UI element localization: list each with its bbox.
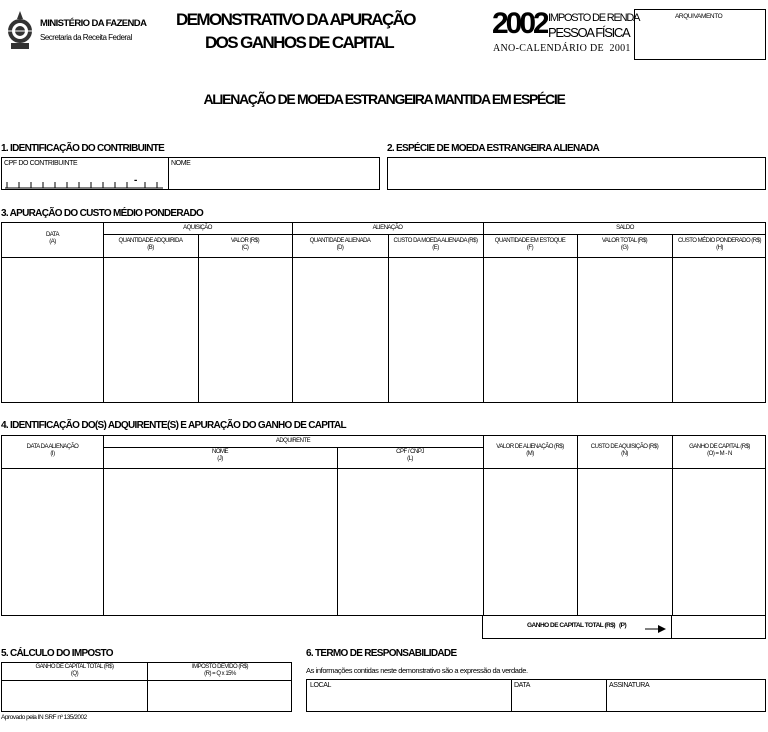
form-year: 2002 — [492, 7, 547, 40]
nome-label: NOME — [171, 160, 191, 167]
assinatura-field[interactable] — [607, 692, 765, 711]
quantidade-adquirida-column-field[interactable] — [104, 258, 197, 402]
col-code: (A) — [49, 238, 56, 245]
col-header-valor-total — [577, 238, 672, 252]
nome-field[interactable] — [170, 170, 377, 187]
col-code: (D) — [336, 244, 344, 251]
col-label: DATA DA ALIENAÇÃO — [26, 444, 79, 450]
col-header-data — [2, 232, 103, 246]
quantidade-alienada-column-field[interactable] — [293, 258, 387, 402]
assinatura-label: ASSINATURA — [609, 682, 650, 689]
col-header-custo-moeda-alienada — [388, 238, 483, 252]
col-header-ganho-capital — [672, 444, 767, 458]
col-label: VALOR DE ALIENAÇÃO (R$) — [496, 444, 564, 450]
cpf-field[interactable] — [5, 174, 165, 189]
capital-gain-total-label: GANHO DE CAPITAL TOTAL (R$) (P) — [527, 622, 627, 629]
col-label: CUSTO DE AQUISIÇÃO (R$) — [590, 444, 659, 450]
signature-table — [306, 679, 766, 712]
col-code: (H) — [716, 244, 723, 251]
coat-of-arms-icon — [6, 9, 34, 53]
data-label: DATA — [514, 682, 531, 689]
col-code: (M) — [526, 450, 534, 457]
group-adquirente: ADQUIRENTE — [275, 438, 311, 444]
weighted-average-cost-table — [1, 222, 766, 403]
col-header-custo-aquisicao — [577, 444, 672, 458]
section1-title: 1. IDENTIFICAÇÃO DO CONTRIBUINTE — [1, 143, 165, 154]
col-code: (G) — [620, 244, 629, 251]
col-code: (B) — [147, 244, 154, 251]
col-label: DATA — [45, 232, 60, 238]
data-column-field[interactable] — [3, 258, 102, 402]
col-label: QUANTIDADE ADQUIRIDA — [118, 238, 183, 244]
col-label: CPF / CNPJ — [396, 449, 424, 455]
col-header-ganho-total — [2, 664, 147, 678]
arrow-right-icon — [645, 621, 667, 631]
valor-column-field[interactable] — [199, 258, 291, 402]
section6-title: 6. TERMO DE RESPONSABILIDADE — [306, 648, 457, 659]
cpf-dash: - — [134, 175, 138, 186]
col-header-custo-medio-ponderado — [672, 238, 767, 252]
group-alienacao: ALIENAÇÃO — [372, 225, 403, 231]
group-aquisicao: AQUISIÇÃO — [183, 225, 212, 231]
tax-label-line1: IMPOSTO DE RENDA — [548, 12, 640, 24]
local-field[interactable] — [308, 692, 510, 711]
data-alienacao-column-field[interactable] — [3, 469, 102, 615]
ganho-capital-column-field[interactable] — [673, 469, 766, 615]
calendar-year: ANO-CALENDÁRIO DE 2001 — [493, 43, 631, 54]
col-header-quantidade-estoque — [483, 238, 577, 252]
tax-calculation-table — [1, 662, 292, 712]
archive-label: ARQUIVAMENTO — [675, 13, 723, 20]
cpf-label: CPF DO CONTRIBUINTE — [4, 160, 78, 167]
data-field[interactable] — [512, 692, 605, 711]
custo-aquisicao-column-field[interactable] — [578, 469, 671, 615]
capital-gain-total-row — [482, 615, 766, 639]
secretariat-name: Secretaria da Receita Federal — [40, 33, 132, 42]
col-header-valor-alienacao — [483, 444, 577, 458]
col-code: (I) — [50, 450, 55, 457]
quantidade-estoque-column-field[interactable] — [484, 258, 576, 402]
col-label: IMPOSTO DEVIDO (R$) — [191, 664, 249, 670]
imposto-devido-field[interactable] — [148, 681, 291, 711]
col-label: GANHO DE CAPITAL (R$) — [689, 444, 750, 450]
form-title-line2: DOS GANHOS DE CAPITAL — [205, 33, 394, 52]
ganho-total-field[interactable] — [3, 681, 146, 711]
section5-title: 5. CÁLCULO DO IMPOSTO — [1, 648, 113, 659]
col-code: (J) — [217, 455, 223, 462]
col-label: VALOR (R$) — [230, 238, 260, 244]
valor-alienacao-column-field[interactable] — [484, 469, 576, 615]
section3-title: 3. APURAÇÃO DO CUSTO MÉDIO PONDERADO — [1, 208, 204, 219]
approval-note: Aprovado pela IN SRF nº 135/2002 — [1, 714, 87, 721]
form-subtitle: ALIENAÇÃO DE MOEDA ESTRANGEIRA MANTIDA EM ESPÉCIE — [203, 91, 565, 107]
capital-gain-table — [1, 435, 766, 616]
currency-species-field[interactable] — [387, 157, 766, 190]
col-header-data-alienacao — [2, 444, 103, 458]
col-label: NOME — [212, 449, 228, 455]
col-label: GANHO DE CAPITAL TOTAL (R$) — [35, 664, 114, 670]
col-code: (L) — [407, 455, 413, 462]
col-code: (R) = Q x 15% — [204, 670, 236, 677]
col-header-valor — [198, 238, 292, 252]
col-label: QUANTIDADE EM ESTOQUE — [494, 238, 566, 244]
section4-title: 4. IDENTIFICAÇÃO DO(S) ADQUIRENTE(S) E APURAÇÃO DO GANHO DE CAPITAL — [1, 420, 346, 431]
col-code: (Q) — [70, 670, 79, 677]
col-code: (N) — [621, 450, 628, 457]
ministry-name: MINISTÉRIO DA FAZENDA — [40, 18, 147, 29]
col-label: CUSTO MÉDIO PONDERADO (R$) — [678, 238, 761, 244]
custo-moeda-alienada-column-field[interactable] — [389, 258, 482, 402]
col-label: QUANTIDADE ALIENADA — [309, 238, 371, 244]
col-code: (F) — [526, 244, 534, 251]
group-saldo: SALDO — [616, 225, 634, 231]
col-label: CUSTO DA MOEDA ALIENADA (R$) — [393, 238, 478, 244]
responsibility-statement: As informações contidas neste demonstrativo são a expressão da verdade. — [306, 666, 528, 675]
col-header-quantidade-adquirida — [103, 238, 198, 252]
local-label: LOCAL — [310, 682, 331, 689]
col-label: VALOR TOTAL (R$) — [601, 238, 648, 244]
nome-adquirente-column-field[interactable] — [104, 469, 336, 615]
form-title-line1: DEMONSTRATIVO DA APURAÇÃO — [176, 10, 415, 29]
custo-medio-ponderado-column-field[interactable] — [673, 258, 766, 402]
capital-gain-total-field[interactable] — [672, 615, 765, 638]
tax-label-line2: PESSOA FÍSICA — [548, 25, 630, 40]
col-header-cpf-cnpj — [337, 449, 483, 463]
valor-total-column-field[interactable] — [578, 258, 671, 402]
cpf-cnpj-column-field[interactable] — [338, 469, 482, 615]
taxpayer-identification-box — [1, 157, 380, 190]
col-code: (O) = M - N — [707, 450, 732, 457]
archive-box[interactable] — [634, 9, 766, 60]
section2-title: 2. ESPÉCIE DE MOEDA ESTRANGEIRA ALIENADA — [387, 143, 600, 154]
col-header-imposto-devido — [147, 664, 293, 678]
col-header-quantidade-alienada — [292, 238, 388, 252]
col-header-nome — [103, 449, 337, 463]
col-code: (C) — [241, 244, 249, 251]
col-code: (E) — [432, 244, 439, 251]
